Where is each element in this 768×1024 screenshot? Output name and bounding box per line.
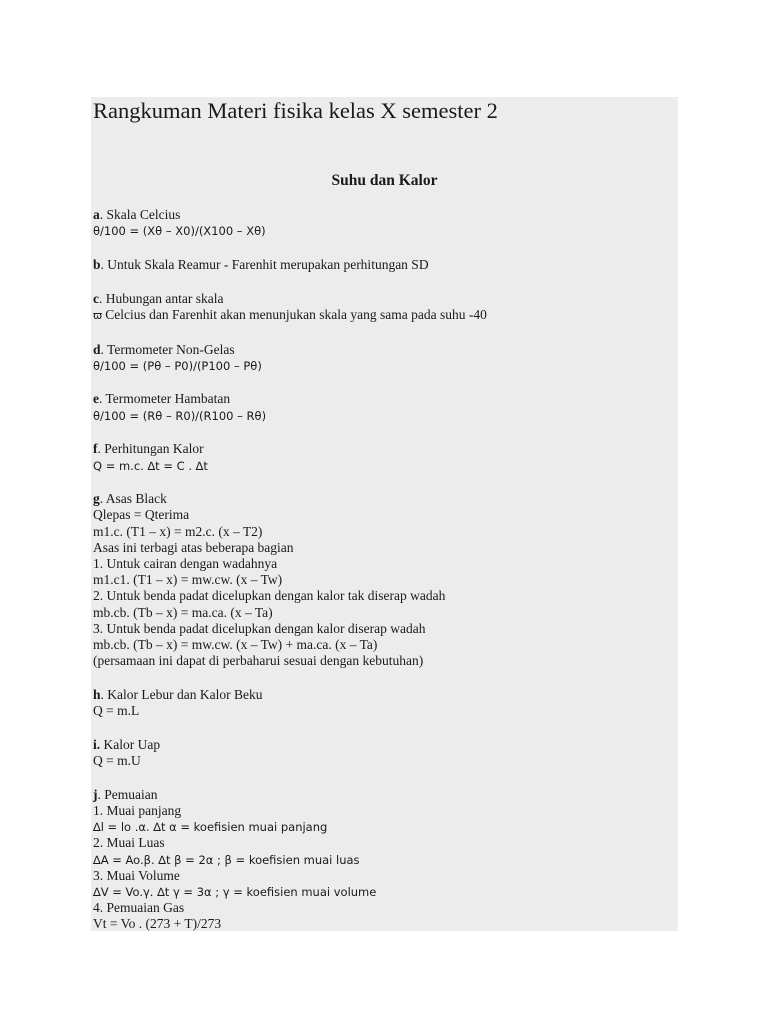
- section-e: [93, 391, 673, 423]
- formula: Q = m.c. ∆t = C . ∆t: [93, 458, 208, 473]
- section-letter: j: [93, 786, 98, 802]
- section-letter: h: [93, 686, 101, 702]
- text-line: (persamaan ini dapat di perbaharui sesuai dengan kebutuhan): [93, 653, 424, 669]
- text-line: mb.cb. (Tb – x) = ma.ca. (x – Ta): [93, 604, 273, 620]
- text-line: m1.c. (T1 – x) = m2.c. (x – T2): [93, 523, 263, 539]
- text-line: 1. Untuk cairan dengan wadahnya: [93, 556, 278, 572]
- bullet-icon: ϖ: [93, 308, 103, 322]
- section-a: [93, 207, 673, 239]
- formula: Q = m.L: [93, 703, 140, 719]
- text-line: Asas ini terbagi atas beberapa bagian: [93, 539, 294, 555]
- section-label: . Hubungan antar skala: [99, 290, 224, 306]
- text-line: m1.c1. (T1 – x) = mw.cw. (x – Tw): [93, 572, 283, 588]
- section-c: [93, 291, 673, 324]
- section-letter: c: [93, 290, 99, 306]
- document-title: Rangkuman Materi fisika kelas X semester 2: [93, 98, 498, 123]
- subheading: 2. Muai Luas: [93, 835, 165, 851]
- formula: Vt = Vo . (273 + T)/273: [93, 916, 222, 932]
- formula: θ/100 = (Xθ – X0)/(X100 – Xθ): [93, 224, 266, 239]
- section-letter: d: [93, 341, 101, 357]
- text-line: Qlepas = Qterima: [93, 507, 190, 523]
- formula: ∆A = Ao.β. ∆t β = 2α ; β = koefisien muai luas: [93, 852, 360, 867]
- text-line: 2. Untuk benda padat dicelupkan dengan kalor tak diserap wadah: [93, 588, 446, 604]
- document-body: [93, 207, 673, 933]
- section-title: Suhu dan Kalor: [331, 172, 438, 189]
- section-letter: e: [93, 391, 99, 407]
- section-label: . Pemuaian: [97, 786, 158, 802]
- section-label: Kalor Uap: [100, 736, 161, 752]
- section-label: . Untuk Skala Reamur - Farenhit merupakan perhitungan SD: [100, 256, 429, 272]
- section-h: [93, 687, 673, 719]
- section-g: [93, 491, 673, 669]
- section-d: [93, 342, 673, 374]
- formula: ∆l = lo .α. ∆t α = koefisien muai panjang: [93, 820, 328, 835]
- section-letter: g: [93, 491, 100, 507]
- formula: ∆V = Vo.γ. ∆t γ = 3α ; γ = koefisien muai volume: [93, 885, 377, 899]
- subheading: 1. Muai panjang: [93, 802, 182, 818]
- section-letter: a: [93, 207, 100, 222]
- section-label: . Termometer Non-Gelas: [100, 341, 235, 357]
- section-letter: f: [93, 441, 98, 457]
- section-label: . Termometer Hambatan: [99, 391, 231, 407]
- subheading: 3. Muai Volume: [93, 867, 180, 883]
- section-label: . Kalor Lebur dan Kalor Beku: [100, 686, 263, 702]
- section-b: [93, 257, 673, 273]
- section-letter: i.: [93, 736, 101, 752]
- text-line: 3. Untuk benda padat dicelupkan dengan kalor diserap wadah: [93, 620, 426, 636]
- section-label: . Asas Black: [99, 491, 167, 507]
- subheading: 4. Pemuaian Gas: [93, 900, 185, 916]
- section-label: . Perhitungan Kalor: [97, 441, 204, 457]
- formula: θ/100 = (Rθ – R0)/(R100 – Rθ): [93, 408, 267, 423]
- section-j: [93, 787, 673, 933]
- formula: Q = m.U: [93, 753, 141, 769]
- section-f: [93, 441, 673, 473]
- note-text: Celcius dan Farenhit akan menunjukan skala yang sama pada suhu -40: [105, 306, 487, 322]
- section-letter: b: [93, 256, 101, 272]
- section-label: . Skala Celcius: [99, 207, 181, 222]
- formula: θ/100 = (Pθ – P0)/(P100 – Pθ): [93, 358, 262, 373]
- section-i: [93, 737, 673, 769]
- text-line: mb.cb. (Tb – x) = mw.cw. (x – Tw) + ma.ca. (x – Ta): [93, 637, 378, 653]
